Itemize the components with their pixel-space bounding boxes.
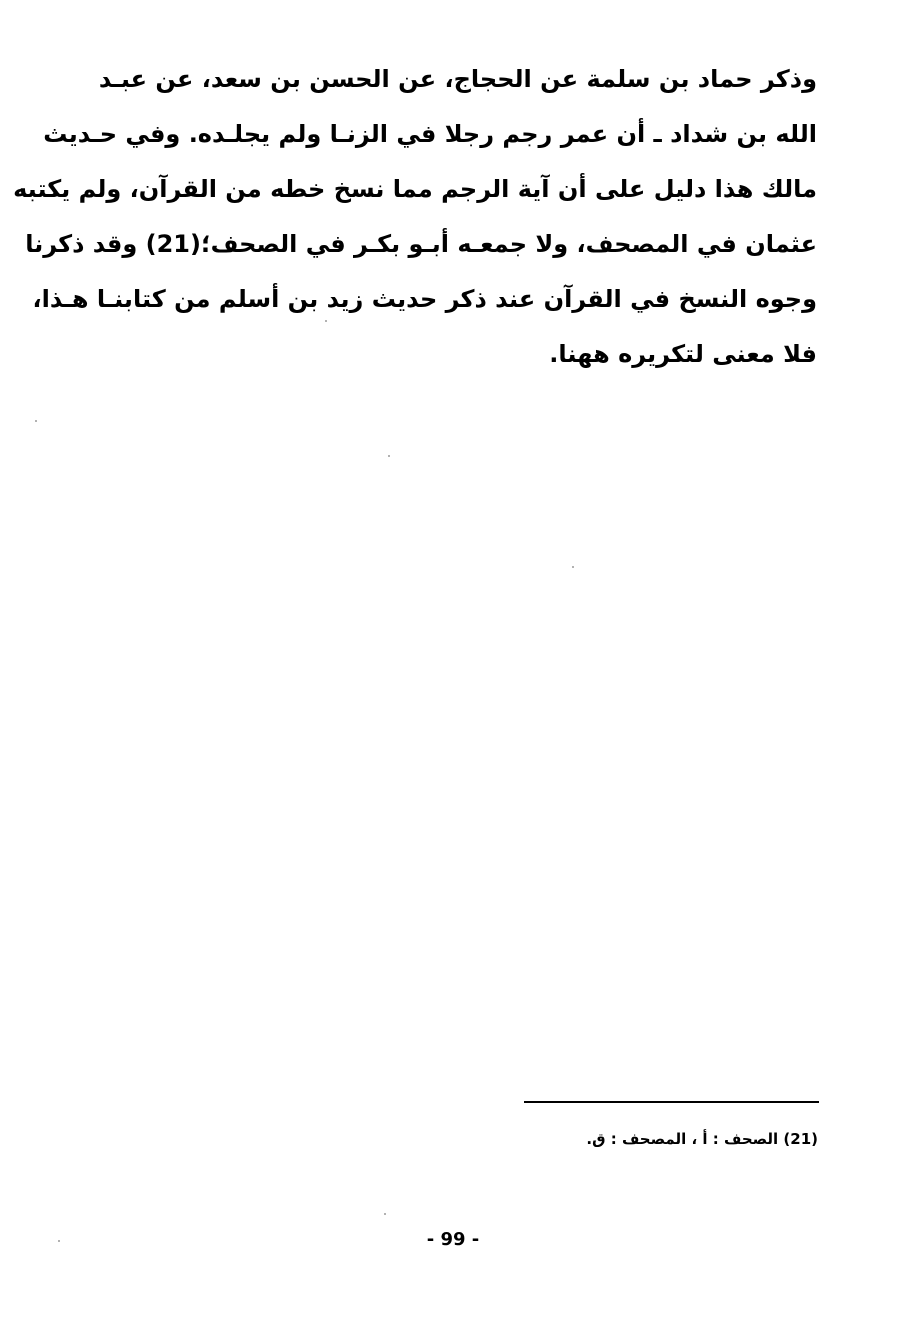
body-line-2: الله بن شداد ـ أن عمر رجم رجلا في الزنـا ولم يجلـده. وفي حـديث — [43, 120, 817, 148]
scan-speck — [325, 320, 327, 322]
body-line-5: وجوه النسخ في القرآن عند ذكر حديث زيد بن أسلم من كتابنـا هـذا، — [32, 285, 817, 313]
footnote-separator — [524, 1101, 819, 1103]
body-line-4: عثمان في المصحف، ولا جمعـه أبـو بكـر في الصحف؛(21) وقد ذكرنا — [25, 230, 817, 258]
page-number: - 99 - — [426, 1229, 480, 1250]
footnote: (21) الصحف : أ ، المصحف : ق. — [586, 1130, 818, 1148]
body-paragraph — [13, 52, 817, 382]
scan-speck — [35, 420, 37, 422]
scan-speck — [572, 566, 574, 568]
scan-speck — [384, 1213, 386, 1215]
body-line-3: مالك هذا دليل على أن آية الرجم مما نسخ خطه من القرآن، ولم يكتبه — [13, 175, 817, 203]
body-line-1: وذكر حماد بن سلمة عن الحجاج، عن الحسن بن سعد، عن عبـد — [98, 65, 817, 93]
scan-speck — [388, 455, 390, 457]
body-line-6: فلا معنى لتكريره ههنا. — [549, 340, 817, 368]
scan-speck — [58, 1240, 60, 1242]
